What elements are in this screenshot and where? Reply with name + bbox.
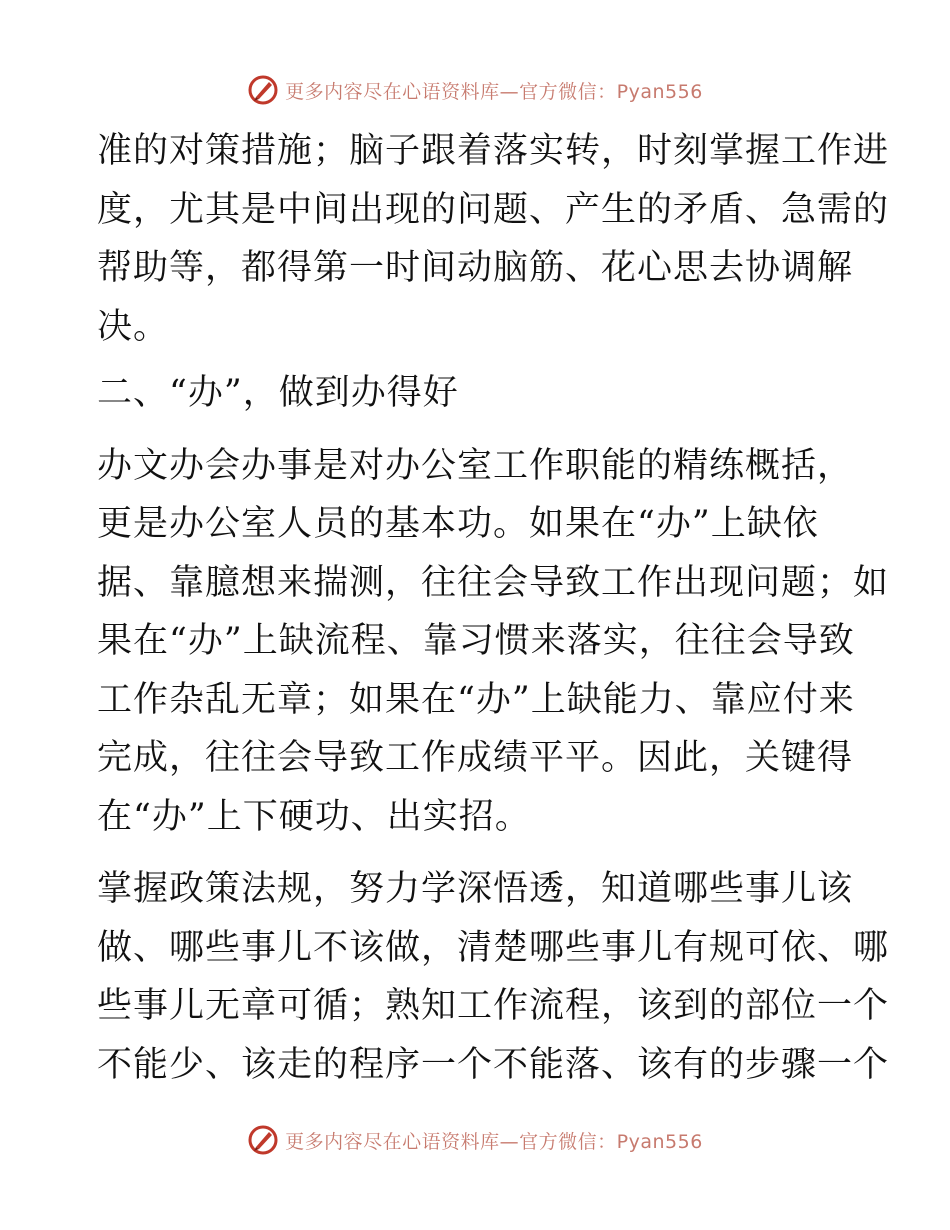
text-line: 更是办公室人员的基本功。如果在“办”上缺依 (97, 504, 819, 544)
text-line: 做、哪些事儿不该做，清楚哪些事儿有规可依、哪 (97, 927, 890, 968)
text-line: 果在“办”上缺流程、靠习惯来落实，往往会导致 (97, 621, 855, 661)
heading-text: 二、“办”，做到办得好 (97, 373, 459, 413)
header-watermark-banner (0, 70, 950, 110)
text-line: 决。 (97, 306, 170, 347)
footer-watermark-banner (0, 1120, 950, 1160)
text-line: 些事儿无章可循；熟知工作流程，该到的部位一个 (97, 986, 890, 1026)
text-line: 不能少、该走的程序一个不能落、该有的步骤一个 (97, 1044, 890, 1085)
quill-logo-icon (247, 1124, 279, 1156)
text-line: 掌握政策法规，努力学深悟透，知道哪些事儿该 (97, 869, 854, 909)
text-line: 完成，往往会导致工作成绩平平。因此，关键得 (97, 738, 854, 778)
quill-logo-icon (247, 74, 279, 106)
section-heading (97, 364, 857, 423)
text-line: 工作杂乱无章；如果在“办”上缺能力、靠应付来 (97, 679, 855, 720)
footer-banner-text: 更多内容尽在心语资料库—官方微信：Pyan556 (285, 1130, 703, 1153)
header-banner-text: 更多内容尽在心语资料库—官方微信：Pyan556 (285, 80, 703, 103)
text-line: 办文办会办事是对办公室工作职能的精练概括， (97, 445, 854, 486)
text-line: 帮助等，都得第一时间动脑筋、花心思去协调解 (97, 248, 854, 288)
text-line: 在“办”上下硬功、出实招。 (97, 796, 531, 837)
paragraph-2 (97, 437, 890, 847)
text-line: 准的对策措施；脑子跟着落实转，时刻掌握工作进 (97, 131, 890, 171)
text-line: 据、靠臆想来揣测，往往会导致工作出现问题；如 (97, 562, 890, 603)
paragraph-1 (97, 122, 890, 356)
document-body (97, 122, 890, 1094)
paragraph-3 (97, 860, 890, 1094)
text-line: 度，尤其是中间出现的问题、产生的矛盾、急需的 (97, 189, 890, 230)
